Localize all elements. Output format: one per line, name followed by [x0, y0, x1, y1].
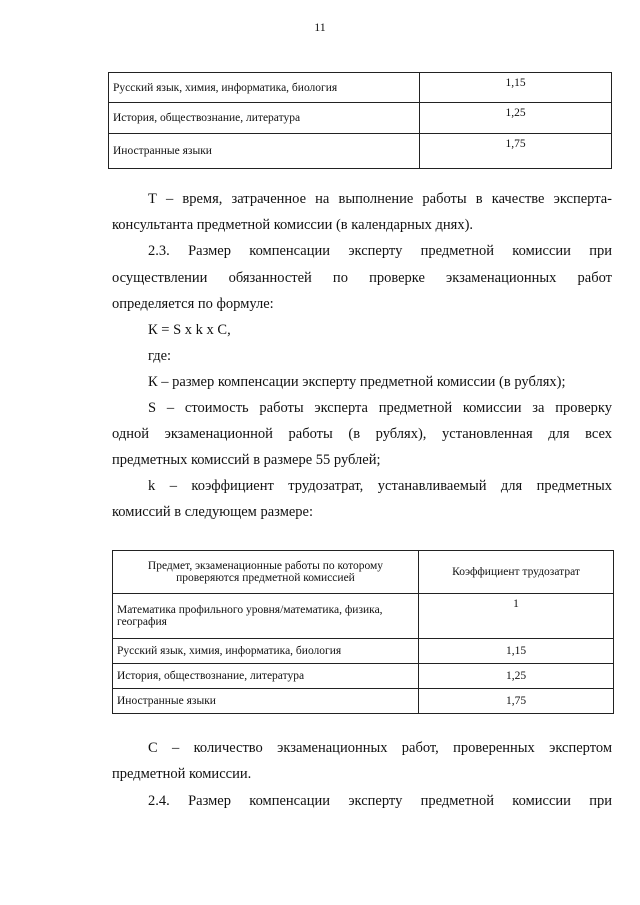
paragraph-2-4-line-1: 2.4. Размер компенсации эксперту предметной комиссии при	[148, 793, 612, 809]
subject-cell: История, обществознание, литература	[109, 103, 420, 134]
t-definition-line-1: Т – время, затраченное на выполнение работы в качестве эксперта-	[148, 191, 612, 207]
subject-cell: Математика профильного уровня/математика, физика, география	[113, 594, 419, 639]
table-row	[109, 103, 612, 134]
k-coefficient-definition-line-1: k – коэффициент трудозатрат, устанавливаемый для предметных	[148, 478, 612, 494]
s-definition-line-3: предметных комиссий в размере 55 рублей;	[112, 452, 381, 468]
coefficient-table-continued	[108, 72, 612, 169]
s-definition-line-2: одной экзаменационной работы (в рублях), установленная для всех	[112, 426, 612, 442]
table-row	[113, 594, 614, 639]
coefficient-cell: 1,15	[419, 639, 614, 664]
labor-coefficient-table	[112, 550, 614, 714]
table-row	[113, 664, 614, 689]
table-row	[109, 134, 612, 169]
coefficient-cell: 1,25	[419, 664, 614, 689]
page-number: 11	[314, 20, 326, 34]
paragraph-2-3-line-2: осуществлении обязанностей по проверке экзаменационных работ	[112, 270, 612, 286]
where-label: где:	[148, 348, 172, 364]
formula: К = S x k x C,	[148, 322, 231, 338]
coefficient-cell: 1,25	[420, 103, 612, 134]
paragraph-2-3-line-3: определяется по формуле:	[112, 296, 274, 312]
coefficient-cell: 1	[419, 594, 614, 639]
subject-cell: Иностранные языки	[109, 134, 420, 169]
k-definition: К – размер компенсации эксперту предметной комиссии (в рублях);	[148, 374, 566, 390]
c-definition-line-1: С – количество экзаменационных работ, проверенных экспертом	[148, 740, 612, 756]
header-subject: Предмет, экзаменационные работы по которому проверяются предметной комиссией	[113, 551, 419, 594]
k-coefficient-definition-line-2: комиссий в следующем размере:	[112, 504, 314, 520]
table-header-row	[113, 551, 614, 594]
c-definition-line-2: предметной комиссии.	[112, 766, 252, 782]
table-row	[113, 689, 614, 714]
subject-cell: Русский язык, химия, информатика, биология	[113, 639, 419, 664]
subject-cell: Иностранные языки	[113, 689, 419, 714]
coefficient-cell: 1,75	[419, 689, 614, 714]
table-row	[113, 639, 614, 664]
subject-cell: Русский язык, химия, информатика, биология	[109, 73, 420, 103]
paragraph-2-3-line-1: 2.3. Размер компенсации эксперту предметной комиссии при	[148, 243, 612, 259]
t-definition-line-2: консультанта предметной комиссии (в календарных днях).	[112, 217, 474, 233]
s-definition-line-1: S – стоимость работы эксперта предметной комиссии за проверку	[148, 400, 612, 416]
coefficient-cell: 1,15	[420, 73, 612, 103]
coefficient-cell: 1,75	[420, 134, 612, 169]
table-row	[109, 73, 612, 103]
header-coefficient: Коэффициент трудозатрат	[419, 551, 614, 594]
subject-cell: История, обществознание, литература	[113, 664, 419, 689]
